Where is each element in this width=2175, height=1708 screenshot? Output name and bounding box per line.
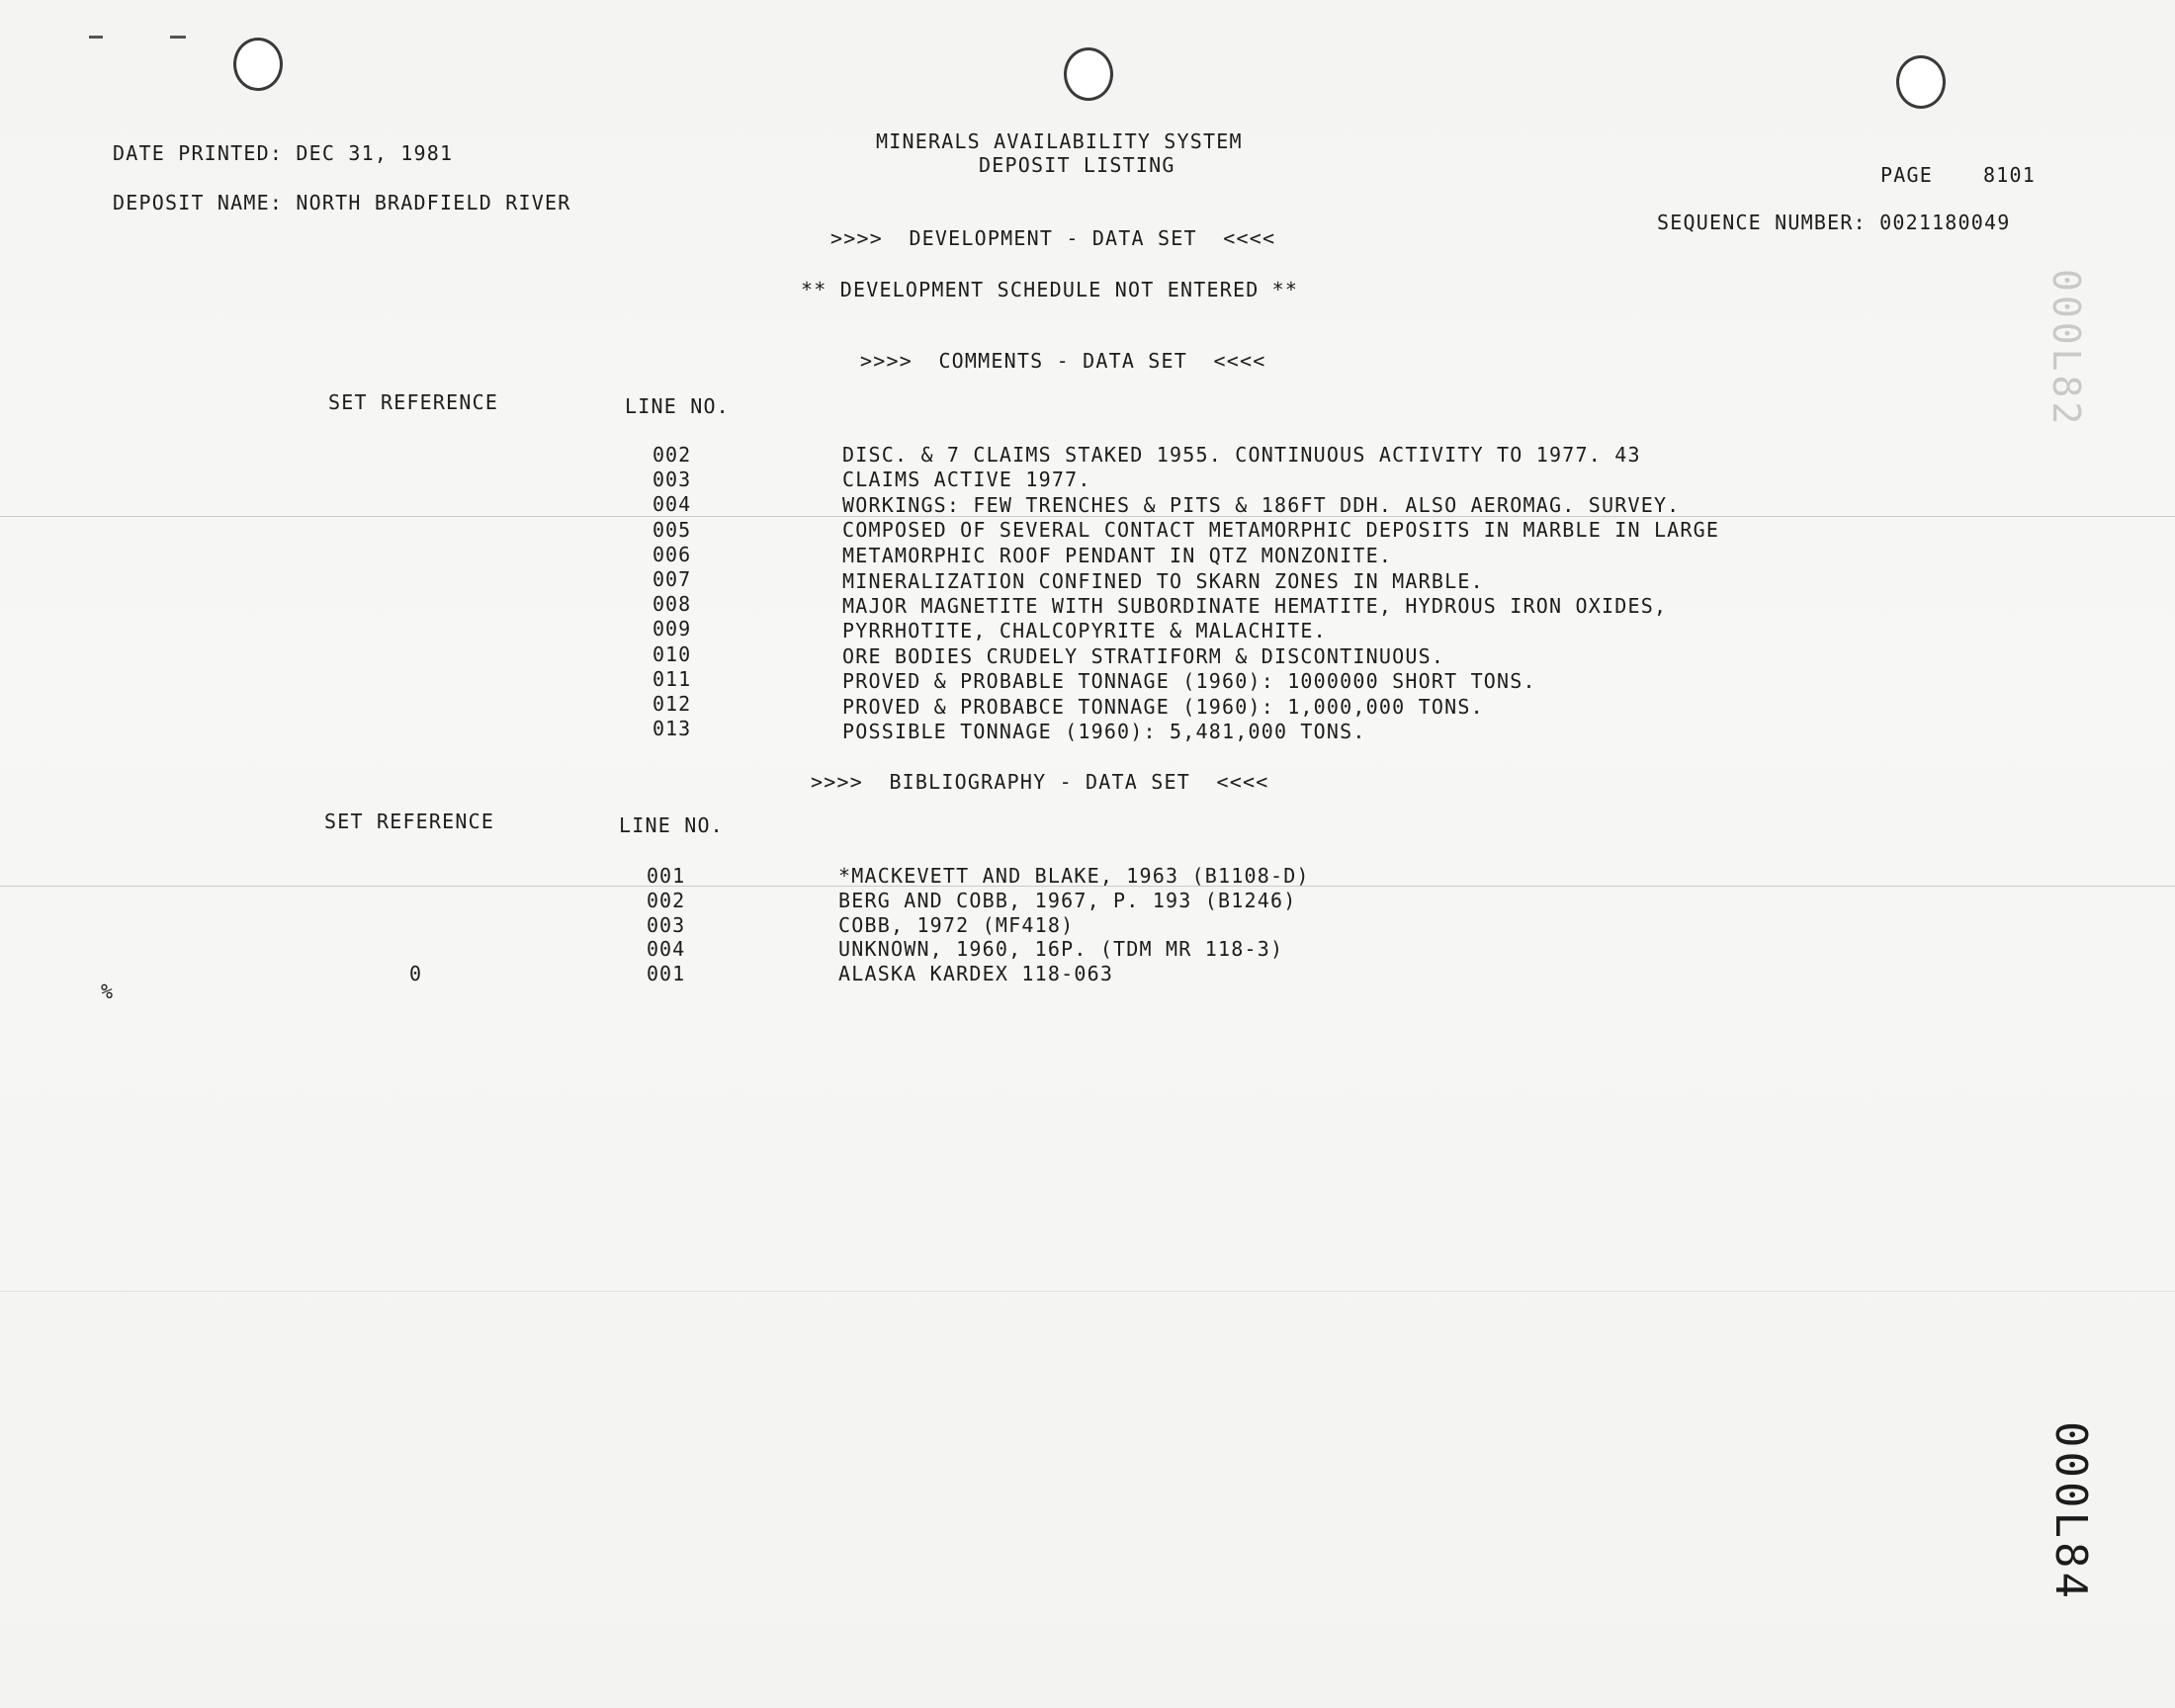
punch-hole-center — [1064, 47, 1113, 101]
comment-row — [0, 667, 2175, 692]
comment-row — [0, 543, 2175, 567]
margin-percent-mark: % — [101, 980, 115, 1003]
comment-text: DISC. & 7 CLAIMS STAKED 1955. CONTINUOUS ACTIVITY TO 1977. 43 — [842, 443, 1641, 467]
page-number: 8101 — [1983, 163, 2036, 187]
bibliography-row — [0, 864, 2175, 889]
punch-hole-right — [1896, 55, 1946, 109]
comment-row — [0, 617, 2175, 641]
page-label: PAGE — [1880, 163, 1933, 187]
development-heading: >>>> DEVELOPMENT - DATA SET <<<< — [830, 226, 1276, 250]
fold-line — [0, 1291, 2175, 1292]
comment-text: COMPOSED OF SEVERAL CONTACT METAMORPHIC DEPOSITS IN MARBLE IN LARGE — [842, 518, 1720, 543]
comment-row — [0, 468, 2175, 492]
scan-mark — [170, 36, 186, 39]
bibliography-text: BERG AND COBB, 1967, P. 193 (B1246) — [838, 888, 1297, 912]
comment-row — [0, 518, 2175, 543]
comment-line-number: 005 — [652, 517, 692, 542]
comment-text: MINERALIZATION CONFINED TO SKARN ZONES IN MARBLE. — [842, 568, 1484, 593]
comment-text: MAJOR MAGNETITE WITH SUBORDINATE HEMATITE, HYDROUS IRON OXIDES, — [842, 593, 1668, 618]
bibliography-row — [0, 889, 2175, 913]
bibliography-text: *MACKEVETT AND BLAKE, 1963 (B1108-D) — [838, 864, 1310, 888]
development-note: ** DEVELOPMENT SCHEDULE NOT ENTERED ** — [801, 278, 1299, 301]
comment-line-number: 013 — [652, 717, 692, 741]
bibliography-set-reference-header: SET REFERENCE — [324, 810, 495, 833]
comment-line-number: 008 — [652, 592, 692, 617]
bibliography-line-number: 003 — [647, 912, 686, 937]
comments-set-reference-header: SET REFERENCE — [328, 390, 499, 414]
comment-line-number: 003 — [652, 468, 692, 492]
listing-title: DEPOSIT LISTING — [979, 153, 1175, 177]
bibliography-text: COBB, 1972 (MF418) — [838, 912, 1075, 937]
bibliography-line-number: 004 — [647, 937, 686, 962]
comment-row — [0, 567, 2175, 592]
bibliography-line-no-header: LINE NO. — [619, 813, 724, 837]
comment-line-number: 011 — [652, 666, 692, 691]
comment-line-number: 009 — [652, 617, 692, 641]
comment-text: ORE BODIES CRUDELY STRATIFORM & DISCONTINUOUS. — [842, 643, 1445, 668]
comment-row — [0, 717, 2175, 744]
bibliography-row — [0, 937, 2175, 962]
system-title: MINERALS AVAILABILITY SYSTEM — [876, 129, 1243, 153]
comment-row — [0, 492, 2175, 517]
bibliography-text: UNKNOWN, 1960, 16P. (TDM MR 118-3) — [838, 937, 1284, 962]
bibliography-line-number: 001 — [647, 864, 686, 888]
sequence-number: SEQUENCE NUMBER: 0021180049 — [1657, 211, 2011, 234]
bibliography-line-number: 002 — [647, 888, 686, 912]
comment-line-number: 012 — [652, 692, 692, 716]
comment-text: PROVED & PROBABLE TONNAGE (1960): 1000000 SHORT TONS. — [842, 669, 1536, 694]
comment-text: PROVED & PROBABCE TONNAGE (1960): 1,000,000 TONS. — [842, 695, 1484, 719]
deposit-name: DEPOSIT NAME: NORTH BRADFIELD RIVER — [113, 191, 571, 214]
comment-line-number: 007 — [652, 567, 692, 591]
scan-mark — [89, 36, 103, 39]
comment-line-number: 004 — [652, 492, 692, 517]
comment-row — [0, 592, 2175, 617]
comments-heading: >>>> COMMENTS - DATA SET <<<< — [860, 349, 1266, 373]
faint-frame-stamp: 000L82 — [2044, 269, 2088, 429]
bibliography-heading: >>>> BIBLIOGRAPHY - DATA SET <<<< — [811, 770, 1269, 794]
bibliography-text: ALASKA KARDEX 118-063 — [838, 962, 1114, 986]
comment-row — [0, 642, 2175, 667]
comment-text: CLAIMS ACTIVE 1977. — [842, 468, 1091, 492]
bibliography-row — [0, 913, 2175, 938]
frame-number-stamp: 000L84 — [2045, 1421, 2096, 1602]
comment-line-number: 010 — [652, 641, 692, 666]
comment-text: WORKINGS: FEW TRENCHES & PITS & 186FT DDH. ALSO AEROMAG. SURVEY. — [842, 492, 1681, 517]
comment-line-number: 002 — [652, 443, 692, 467]
comment-text: METAMORPHIC ROOF PENDANT IN QTZ MONZONITE. — [842, 543, 1393, 567]
comments-line-no-header: LINE NO. — [625, 394, 730, 418]
comment-row — [0, 692, 2175, 717]
comment-text: POSSIBLE TONNAGE (1960): 5,481,000 TONS. — [842, 720, 1366, 744]
comment-row — [0, 443, 2175, 468]
bibliography-set-reference: 0 — [409, 962, 423, 986]
bibliography-row — [0, 962, 2175, 986]
punch-hole-left — [233, 38, 283, 91]
bibliography-line-number: 001 — [647, 962, 686, 986]
comment-text: PYRRHOTITE, CHALCOPYRITE & MALACHITE. — [842, 619, 1327, 643]
comment-line-number: 006 — [652, 542, 692, 566]
date-printed: DATE PRINTED: DEC 31, 1981 — [113, 141, 454, 165]
